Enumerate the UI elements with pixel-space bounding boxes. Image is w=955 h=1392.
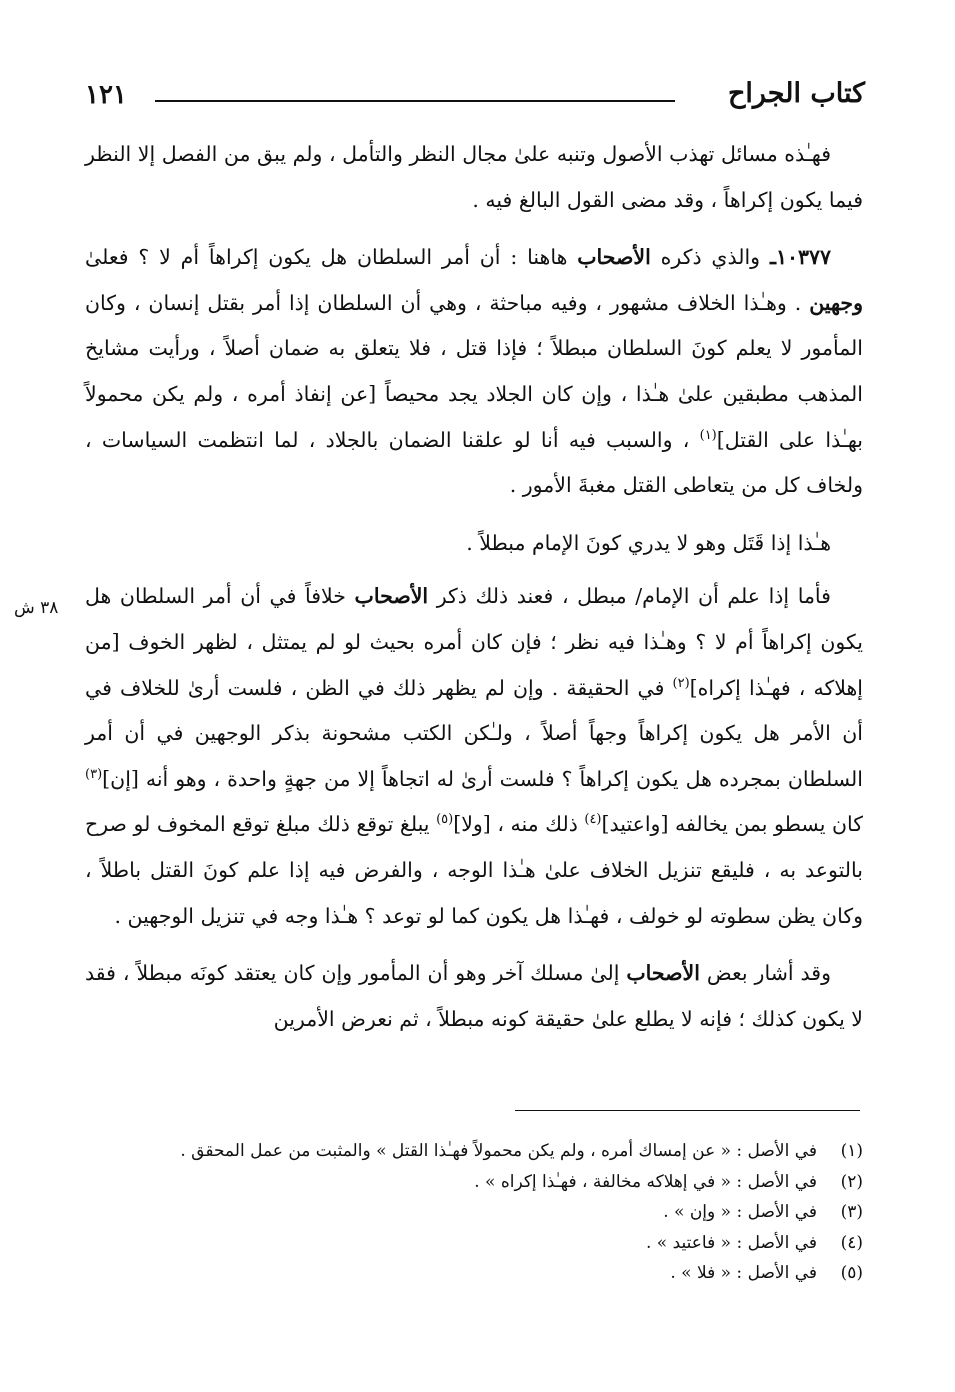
text-run: هاهنا : أن أمر السلطان هل يكون إكراهاً أم لا ؟ فعلىٰ [85,245,578,270]
text-run: ، والسبب فيه أنا لو علقنا الضمان بالجلاد ، لما انتظمت السياسات ، ولخاف كل من يتعاطى القتل مغبةَ الأمور . [85,427,863,498]
footnote-separator [515,1110,860,1111]
paragraph-3: هـٰذا إذا قَتَل وهو لا يدري كونَ الإمام مبطلاً . [466,530,831,555]
footnotes [85,1136,863,1289]
bold-term: الأصحاب [626,961,700,986]
footnote-ref-3: (٣) [85,766,103,782]
text-run: إلىٰ مسلك آخر وهو أن المأمور وإن كان يعتقد كونَه مبطلاً ، فقد لا يكون كذلك ؛ فإنه لا يطلع علىٰ حقيقة كونه مبطلاً ، ثم نعرض الأمرين [85,961,863,1031]
paragraph-1: فهـٰذه مسائل تهذب الأصول وتنبه علىٰ مجال النظر والتأمل ، ولم يبق من الفصل إلا النظر فيما يكون إكراهاً ، وقد مضى القول البالغ فيه . [85,142,863,212]
header-rule [155,100,675,102]
text-run: فأما إذا علم أن الإمام/ مبطل ، فعند ذلك ذكر [428,584,831,609]
bold-term: الأصحاب [354,584,429,609]
paragraph-4 [85,574,863,939]
footnote-ref-1: (١) [699,427,717,443]
manuscript-folio-note: ٣٨ ش [14,598,59,618]
footnote-ref-2: (٢) [672,675,690,691]
footnote-text: في الأصل : « فاعتيد » . [645,1232,817,1253]
footnote [85,1258,863,1289]
footnote-text: في الأصل : « وإن » . [663,1202,817,1222]
footnote-number: (٣) [840,1202,863,1222]
footnote [85,1228,863,1259]
footnote [85,1136,863,1167]
bold-term: الأصحاب [577,245,651,270]
text-run: في الحقيقة . وإن لم يظهر ذلك في الظن ، فلست أرىٰ للخلاف في أن الأمر هل يكون إكراهاً وجهاً أصلاً ، ولـٰكن الكتب مشحونة بذكر الوجهين في أن أمر السلطان بمجرده هل يكون إكراهاً ؟ فلست أرىٰ له اتجاهاً إلا من جهةٍ واحدة ، وهو أنه [إن] [85,675,863,791]
bold-term: وجهين [809,290,863,315]
footnote-ref-4: (٤) [584,812,602,828]
issue-number: ١٠٣٧٧ـ [769,245,832,270]
footnote [85,1197,863,1228]
footnote [85,1167,863,1198]
paragraph-5 [85,951,863,1042]
page-header [85,78,865,120]
page-number: ١٢١ [85,80,127,110]
footnote-text: في الأصل : « في إهلاكه مخالفة ، فهـٰذا إكراه » . [474,1171,817,1192]
text-run: وقد أشار بعض [699,961,831,986]
running-title: كتاب الجراح [727,78,865,109]
text-run: كان يسطو بمن يخالفه [واعتيد] [601,812,864,837]
footnote-text: في الأصل : « عن إمساك أمره ، ولم يكن محمولاً فهـٰذا القتل » والمثبت من عمل المحقق . [180,1141,817,1161]
footnote-number: (٤) [840,1232,863,1253]
text-run: والذي ذكره [650,245,770,270]
main-text [85,132,863,1054]
text-run: يبلغ توقع ذلك مبلغ توقع المخوف لو صرح بالتوعد به ، فليقع تنزيل الخلاف علىٰ هـٰذا الوجه ، والفرض فيه إذا علم كونَ القتل باطلاً ، وكان يظن سطوته لو خولف ، فهـٰذا هل يكون كما لو توعد ؟ هـٰذا وجه في تنزيل الوجهين . [85,812,863,928]
paragraph-2 [85,235,863,509]
text-run: خلافاً في أن أمر السلطان هل يكون إكراهاً أم لا ؟ وهـٰذا فيه نظر ؛ فإن كان أمره بحيث لو لم يمتثل ، لظهر الخوف [من إهلاكه ، فهـٰذا إكراه] [85,584,863,700]
text-run: ذلك منه ، [ولا] [453,812,585,837]
footnote-number: (١) [840,1141,863,1161]
footnote-number: (٢) [840,1171,863,1192]
footnote-ref-5: (٥) [436,812,454,828]
footnote-number: (٥) [840,1263,863,1283]
text-run: . وهـٰذا الخلاف مشهور ، وفيه مباحثة ، وهي أن السلطان إذا أمر بقتل إنسان ، وكان المأمور لا يعلم كونَ السلطان مبطلاً ؛ فإذا قتل ، فلا يتعلق به ضمان أصلاً ، ورأيت مشايخ المذهب مطبقين علىٰ هـٰذا ، وإن كان الجلاد يجد محيصاً [عن إنفاذ أمره ، ولم يكن محمولاً بهـٰذا على القتل] [85,290,863,452]
footnote-text: في الأصل : « فلا » . [670,1263,817,1283]
